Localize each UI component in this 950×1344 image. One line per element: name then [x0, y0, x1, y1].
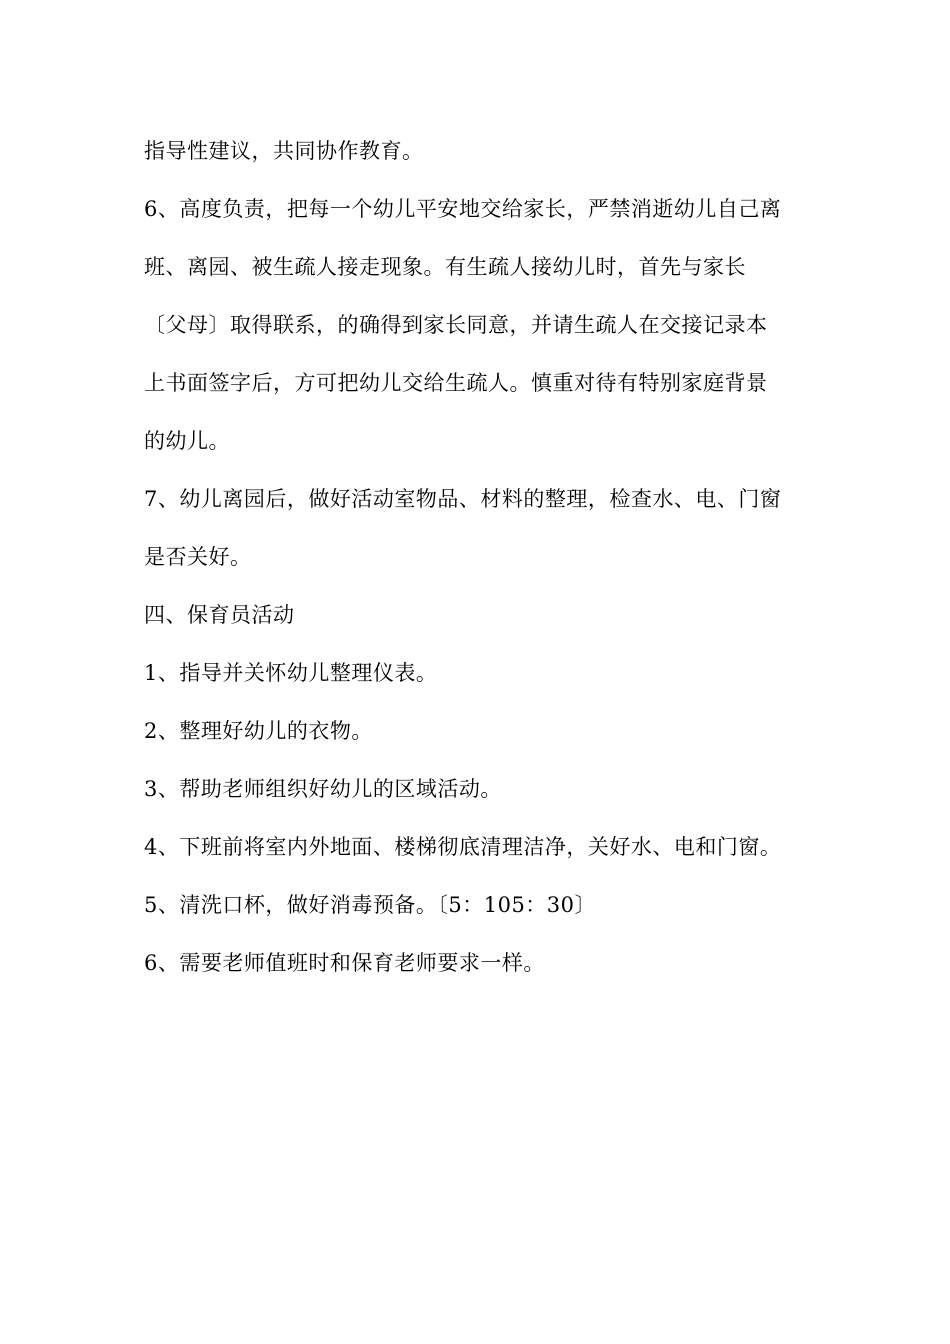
document-body: [144, 128, 814, 998]
text-line: 5、清洗口杯，做好消毒预备。〔5：105：30〕: [144, 893, 597, 917]
text-line: 指导性建议，共同协作教育。: [144, 139, 424, 163]
text-line: 4、下班前将室内外地面、楼梯彻底清理洁净，关好水、电和门窗。: [144, 835, 782, 859]
text-line: 7、幼儿离园后，做好活动室物品、材料的整理，检查水、电、门窗: [144, 487, 782, 511]
text-line: 是否关好。: [144, 545, 252, 569]
text-line: 1、指导并关怀幼儿整理仪表。: [144, 661, 438, 685]
text-line: 的幼儿。: [144, 429, 230, 453]
text-line: 3、帮助老师组织好幼儿的区域活动。: [144, 777, 502, 801]
text-line: 班、离园、被生疏人接走现象。有生疏人接幼儿时，首先与家长: [144, 255, 746, 279]
text-line: 〔父母〕取得联系，的确得到家长同意，并请生疏人在交接记录本: [144, 313, 768, 337]
section-heading: 四、保育员活动: [144, 603, 295, 627]
text-line: 上书面签字后，方可把幼儿交给生疏人。慎重对待有特别家庭背景: [144, 371, 768, 395]
text-line: 2、整理好幼儿的衣物。: [144, 719, 373, 743]
text-line: 6、高度负责，把每一个幼儿平安地交给家长，严禁消逝幼儿自己离: [144, 197, 782, 221]
text-line: 6、需要老师值班时和保育老师要求一样。: [144, 951, 545, 975]
